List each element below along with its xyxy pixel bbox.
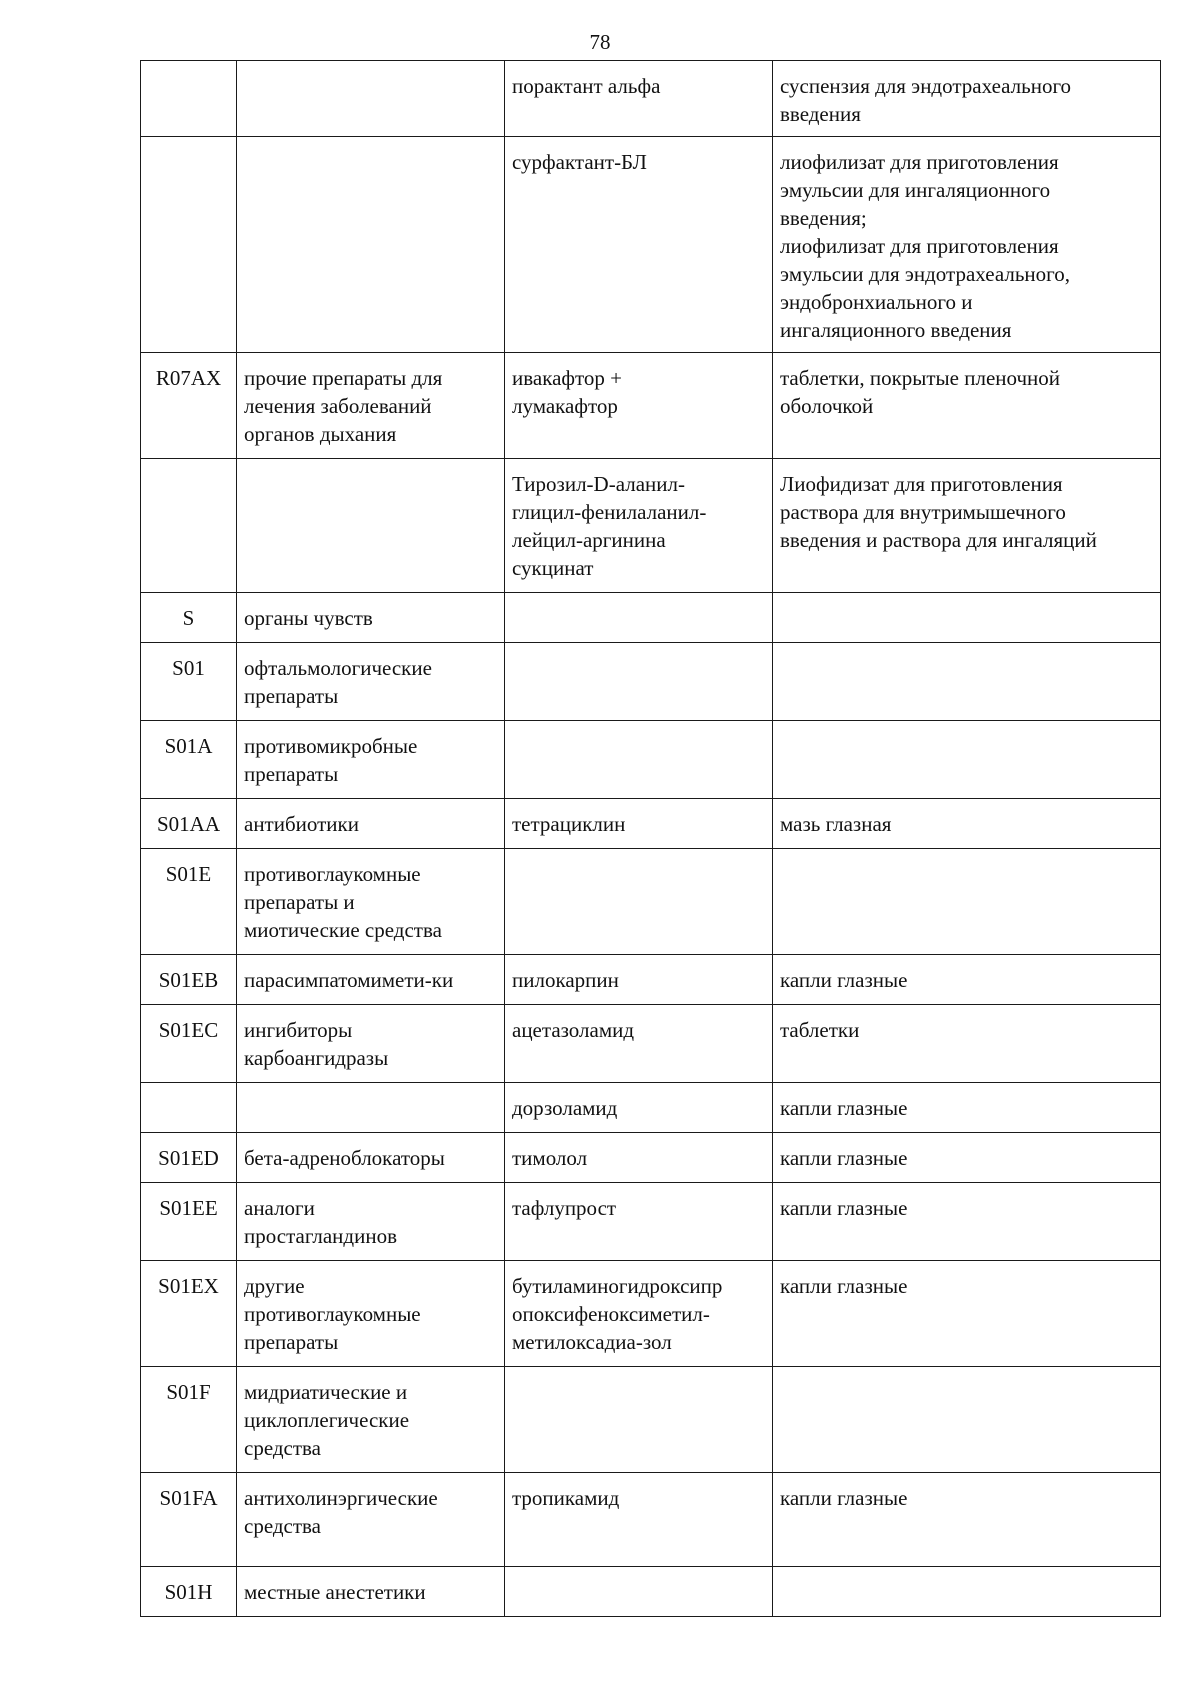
table-row (141, 1473, 1161, 1567)
drug-table-container (140, 60, 1161, 1617)
dosage-form-cell: капли глазные (773, 1183, 1161, 1261)
atc-code-cell (141, 1083, 237, 1133)
table-row (141, 955, 1161, 1005)
drug-name-cell: ивакафтор + лумакафтор (505, 353, 773, 459)
dosage-form-cell: капли глазные (773, 955, 1161, 1005)
group-name-cell (237, 137, 505, 353)
table-row (141, 643, 1161, 721)
table-row (141, 1133, 1161, 1183)
atc-code-cell: S (141, 593, 237, 643)
dosage-form-cell (773, 1567, 1161, 1617)
group-name-cell: парасимпатомимети-ки (237, 955, 505, 1005)
group-name-cell: ингибиторы карбоангидразы (237, 1005, 505, 1083)
table-row (141, 1367, 1161, 1473)
atc-code-cell: S01EB (141, 955, 237, 1005)
group-name-cell: противомикробные препараты (237, 721, 505, 799)
atc-code-cell: S01E (141, 849, 237, 955)
dosage-form-cell (773, 593, 1161, 643)
atc-code-cell: S01EE (141, 1183, 237, 1261)
dosage-form-cell: таблетки (773, 1005, 1161, 1083)
table-row (141, 799, 1161, 849)
atc-code-cell: S01FA (141, 1473, 237, 1567)
table-row (141, 721, 1161, 799)
dosage-form-cell (773, 721, 1161, 799)
table-row (141, 459, 1161, 593)
group-name-cell: антибиотики (237, 799, 505, 849)
group-name-cell: бета-адреноблокаторы (237, 1133, 505, 1183)
atc-code-cell (141, 61, 237, 137)
drug-name-cell (505, 593, 773, 643)
group-name-cell (237, 459, 505, 593)
dosage-form-cell: капли глазные (773, 1473, 1161, 1567)
atc-code-cell: R07AX (141, 353, 237, 459)
group-name-cell: офтальмологические препараты (237, 643, 505, 721)
drug-name-cell: тропикамид (505, 1473, 773, 1567)
drug-name-cell: Тирозил-D-аланил- глицил-фенилаланил- лейцил-аргинина сукцинат (505, 459, 773, 593)
group-name-cell: противоглаукомные препараты и миотические средства (237, 849, 505, 955)
table-row (141, 61, 1161, 137)
dosage-form-cell (773, 849, 1161, 955)
drug-name-cell: бутиламиногидроксипр опоксифеноксиметил- метилоксадиа-зол (505, 1261, 773, 1367)
dosage-form-cell: мазь глазная (773, 799, 1161, 849)
drug-name-cell: ацетазоламид (505, 1005, 773, 1083)
table-row (141, 1183, 1161, 1261)
atc-code-cell: S01EX (141, 1261, 237, 1367)
atc-code-cell: S01F (141, 1367, 237, 1473)
dosage-form-cell (773, 1367, 1161, 1473)
dosage-form-cell: таблетки, покрытые пленочной оболочкой (773, 353, 1161, 459)
dosage-form-cell: лиофилизат для приготовления эмульсии для ингаляционного введения; лиофилизат для приготовления эмульсии для эндотрахеального, эндобронхиального и ингаляционного введения (773, 137, 1161, 353)
drug-name-cell: пилокарпин (505, 955, 773, 1005)
dosage-form-cell: капли глазные (773, 1261, 1161, 1367)
table-row (141, 353, 1161, 459)
drug-name-cell (505, 643, 773, 721)
atc-code-cell: S01 (141, 643, 237, 721)
atc-code-cell (141, 459, 237, 593)
atc-code-cell (141, 137, 237, 353)
page-number: 78 (589, 30, 611, 54)
atc-code-cell: S01A (141, 721, 237, 799)
drug-name-cell: тимолол (505, 1133, 773, 1183)
table-row (141, 1005, 1161, 1083)
table-row (141, 593, 1161, 643)
drug-name-cell (505, 1367, 773, 1473)
group-name-cell: органы чувств (237, 593, 505, 643)
group-name-cell (237, 1083, 505, 1133)
dosage-form-cell (773, 643, 1161, 721)
table-row (141, 1567, 1161, 1617)
group-name-cell (237, 61, 505, 137)
group-name-cell: местные анестетики (237, 1567, 505, 1617)
table-row (141, 1261, 1161, 1367)
drug-name-cell: тафлупрост (505, 1183, 773, 1261)
dosage-form-cell: Лиофидизат для приготовления раствора для внутримышечного введения и раствора для ингаляций (773, 459, 1161, 593)
atc-code-cell: S01ED (141, 1133, 237, 1183)
drug-name-cell: порактант альфа (505, 61, 773, 137)
drug-name-cell: тетрациклин (505, 799, 773, 849)
dosage-form-cell: суспензия для эндотрахеального введения (773, 61, 1161, 137)
group-name-cell: антихолинэргические средства (237, 1473, 505, 1567)
dosage-form-cell: капли глазные (773, 1133, 1161, 1183)
table-row (141, 137, 1161, 353)
atc-code-cell: S01EC (141, 1005, 237, 1083)
group-name-cell: другие противоглаукомные препараты (237, 1261, 505, 1367)
dosage-form-cell: капли глазные (773, 1083, 1161, 1133)
drug-name-cell (505, 1567, 773, 1617)
table-row (141, 1083, 1161, 1133)
atc-code-cell: S01AA (141, 799, 237, 849)
group-name-cell: прочие препараты для лечения заболеваний органов дыхания (237, 353, 505, 459)
group-name-cell: аналоги простагландинов (237, 1183, 505, 1261)
drug-table (140, 60, 1161, 1617)
table-row (141, 849, 1161, 955)
drug-name-cell (505, 721, 773, 799)
group-name-cell: мидриатические и циклоплегические средства (237, 1367, 505, 1473)
drug-name-cell: сурфактант-БЛ (505, 137, 773, 353)
atc-code-cell: S01H (141, 1567, 237, 1617)
drug-name-cell: дорзоламид (505, 1083, 773, 1133)
drug-name-cell (505, 849, 773, 955)
